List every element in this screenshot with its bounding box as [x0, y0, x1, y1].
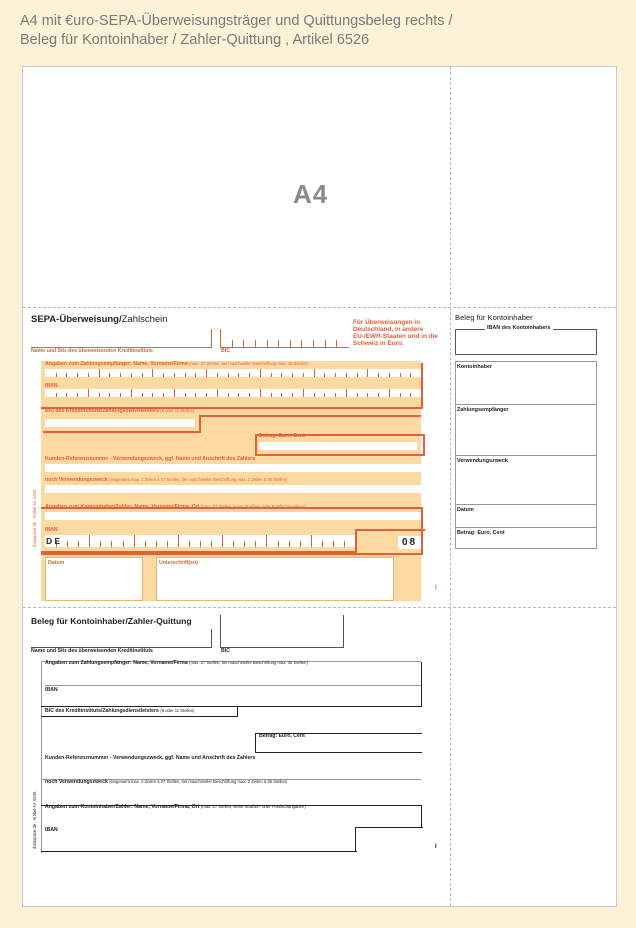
payer-line[interactable]: [45, 512, 421, 520]
grid-tick: [266, 535, 267, 547]
date-label: Datum: [48, 560, 65, 566]
grid-tick: [56, 393, 57, 397]
header-line-2: Beleg für Kontoinhaber / Zahler-Quittung , Artikel 6526: [20, 32, 370, 48]
grid-tick: [243, 340, 244, 347]
payer-label: Angaben zum Kontoinhaber/Zahler: Name, Vorname/Firma, Ort (max. 27 Stellen, keine Straßen- oder Postfachangaben): [45, 504, 306, 510]
quittung-title: Beleg für Kontoinhaber/Zahler-Quittung: [31, 616, 192, 626]
grid-tick: [89, 535, 90, 547]
quittung-amount-label: Betrag: Euro, Cent: [259, 733, 305, 739]
grid-tick: [174, 389, 175, 397]
grid-tick: [185, 393, 186, 397]
reference-line[interactable]: [45, 464, 421, 472]
grid-tick: [200, 541, 201, 547]
grid-tick: [120, 393, 121, 397]
grid-tick: [389, 389, 390, 397]
grid-tick: [271, 373, 272, 377]
quittung-iban2-label: IBAN: [45, 827, 58, 833]
grid-tick: [303, 389, 304, 397]
quittung-payer-label: Angaben zum Kontoinhaber/Zahler: Name, Vorname/Firma, Ort (max. 27 Stellen, keine Straßen- oder Postfachangaben): [45, 804, 306, 810]
grid-tick: [335, 373, 336, 377]
grid-tick: [77, 373, 78, 377]
grid-tick: [324, 393, 325, 397]
quittung-purpose-label: noch Verwendungszweck (insgesamt max. 2 Zeilen à 27 Stellen, bei maschineller Beschriftung max. 2 Zeilen à 35 Stellen): [45, 779, 288, 785]
grid-tick: [367, 393, 368, 397]
grid-tick: [278, 340, 279, 347]
grid-tick: [156, 541, 157, 547]
grid-tick: [410, 393, 411, 397]
grid-tick: [123, 541, 124, 547]
grid-tick: [131, 389, 132, 397]
grid-tick: [163, 393, 164, 397]
bank-name-label: Name und Sitz des überweisenden Kreditinstituts: [31, 348, 153, 354]
grid-tick: [77, 393, 78, 397]
grid-tick: [244, 541, 245, 547]
grid-tick: [195, 393, 196, 397]
signature-label: Unterschrift(en): [159, 560, 198, 566]
reference-label: Kunden-Referenznummer - Verwendungszweck, ggf. Name und Anschrift des Zahlers: [45, 456, 256, 462]
grid-tick: [314, 369, 315, 377]
grid-tick: [67, 541, 68, 547]
amount-label: Betrag: Euro, Cent: [259, 433, 305, 439]
grid-tick: [142, 393, 143, 397]
grid-tick: [99, 393, 100, 397]
receipt-field-purpose: Verwendungszweck: [457, 458, 508, 464]
grid-tick: [66, 373, 67, 377]
article-side-text: dataspace.de · Artikel-Nr. 6526: [32, 489, 37, 547]
bic-label: BIC: [221, 348, 230, 354]
quittung-iban-label: IBAN: [45, 687, 58, 693]
grid-tick: [314, 393, 315, 397]
grid-tick: [174, 373, 175, 377]
payer-iban-ticks: [45, 535, 355, 547]
grid-tick: [313, 340, 314, 347]
grid-tick: [378, 393, 379, 397]
perforation-top: [23, 307, 616, 308]
iban-label: IBAN: [45, 383, 58, 389]
grid-tick: [325, 340, 326, 347]
grid-tick: [303, 373, 304, 377]
grid-tick: [301, 340, 302, 347]
grid-tick: [249, 373, 250, 377]
grid-tick: [289, 541, 290, 547]
grid-tick: [281, 393, 282, 397]
quittung-marker: I: [435, 844, 437, 850]
grid-tick: [233, 541, 234, 547]
grid-tick: [271, 393, 272, 397]
quittung-reference-label: Kunden-Referenznummer - Verwendungszweck, ggf. Name und Anschrift des Zahlers: [45, 755, 256, 761]
grid-tick: [167, 541, 168, 547]
grid-tick: [206, 393, 207, 397]
grid-tick: [178, 535, 179, 547]
grid-tick: [217, 389, 218, 397]
grid-tick: [120, 373, 121, 377]
grid-tick: [217, 373, 218, 377]
grid-tick: [260, 389, 261, 397]
receipt-field-date: Datum: [457, 507, 474, 513]
grid-tick: [109, 393, 110, 397]
grid-tick: [336, 340, 337, 347]
grid-tick: [88, 373, 89, 377]
iban-country-prefix: D E: [46, 536, 61, 546]
grid-tick: [400, 373, 401, 377]
grid-tick: [357, 373, 358, 377]
header-line-1: A4 mit €uro-SEPA-Überweisungsträger und Quittungsbeleg rechts /: [20, 13, 453, 29]
grid-tick: [367, 369, 368, 377]
grid-tick: [249, 393, 250, 397]
grid-tick: [152, 393, 153, 397]
page-header: [20, 12, 620, 50]
grid-tick: [111, 541, 112, 547]
grid-tick: [378, 373, 379, 377]
grid-tick: [145, 541, 146, 547]
receipt-field-amount: Betrag: Euro, Cent: [457, 530, 505, 536]
grid-tick: [100, 541, 101, 547]
iban-ticks: [45, 389, 421, 397]
a4-sheet: [22, 66, 617, 907]
a4-label: A4: [293, 179, 329, 209]
payee-label: Angaben zum Zahlungsempfänger: Name, Vorname/Firma (max. 27 Stellen, bei maschineller Beschriftung max. 35 Stellen): [45, 361, 308, 367]
grid-tick: [255, 541, 256, 547]
quittung-bic-field[interactable]: [220, 615, 344, 648]
grid-tick: [222, 535, 223, 547]
receipt-iban-box[interactable]: [455, 329, 597, 355]
grid-tick: [278, 541, 279, 547]
grid-tick: [78, 541, 79, 547]
grid-tick: [267, 340, 268, 347]
quittung-bank-label: Name und Sitz des überweisenden Kreditinstituts: [31, 648, 153, 654]
transfer-title: SEPA-Überweisung/Zahlschein: [31, 314, 168, 325]
grid-tick: [142, 373, 143, 377]
grid-tick: [400, 393, 401, 397]
receipt-field-payee: Zahlungsempfänger: [457, 407, 509, 413]
receipt-field-account-holder: Kontoinhaber: [457, 364, 493, 370]
eu-note: Für Überweisungen in Deutschland, in andere EU-/EWR-Staaten und in die Schweiz in Euro.: [353, 319, 438, 347]
grid-tick: [211, 541, 212, 547]
bic-institute-label: BIC des Kreditinstituts/Zahlungsdienstleisters (8 oder 11 Stellen): [45, 408, 195, 414]
grid-tick: [357, 393, 358, 397]
grid-tick: [311, 535, 312, 547]
grid-tick: [292, 393, 293, 397]
grid-tick: [260, 369, 261, 377]
purpose-line[interactable]: [45, 485, 421, 493]
grid-tick: [290, 340, 291, 347]
quittung-bic-label: BIC: [221, 648, 230, 654]
iban2-label: IBAN: [45, 527, 58, 533]
grid-tick: [255, 340, 256, 347]
quittung-bic-institute-label: BIC des Kreditinstituts/Zahlungsdienstleisters (8 oder 11 Stellen): [45, 708, 195, 714]
grid-tick: [344, 541, 345, 547]
receipt-iban-label: IBAN des Kontoinhabers: [487, 325, 551, 331]
grid-tick: [228, 393, 229, 397]
payee-ticks: [45, 369, 421, 377]
grid-tick: [238, 373, 239, 377]
grid-tick: [292, 373, 293, 377]
grid-tick: [134, 535, 135, 547]
grid-tick: [88, 389, 89, 397]
transfer-code: 08: [398, 536, 421, 549]
grid-tick: [335, 393, 336, 397]
grid-tick: [189, 541, 190, 547]
grid-tick: [206, 369, 207, 377]
grid-tick: [346, 389, 347, 397]
grid-tick: [228, 373, 229, 377]
grid-tick: [238, 393, 239, 397]
grid-tick: [322, 541, 323, 547]
quittung-bank-field[interactable]: [31, 629, 212, 648]
quittung-side-text: dataspace.de · Artikel-Nr. 6526: [32, 791, 37, 849]
quittung-payee-label: Angaben zum Zahlungsempfänger: Name, Vorname/Firma (max. 27 Stellen, bei maschineller Beschriftung max. 35 Stellen): [45, 660, 308, 666]
vertical-perforation: [450, 67, 451, 906]
grid-tick: [410, 373, 411, 377]
grid-tick: [346, 373, 347, 377]
bank-name-field[interactable]: [31, 329, 212, 348]
grid-tick: [56, 373, 57, 377]
bic-ticks: [220, 329, 348, 347]
grid-tick: [131, 373, 132, 377]
grid-tick: [195, 373, 196, 377]
grid-tick: [152, 369, 153, 377]
grid-tick: [66, 393, 67, 397]
grid-tick: [324, 373, 325, 377]
grid-tick: [185, 373, 186, 377]
form-marker: I: [435, 585, 437, 591]
receipt-side-title: Beleg für Kontoinhaber: [455, 313, 533, 322]
grid-tick: [99, 369, 100, 377]
grid-tick: [232, 340, 233, 347]
grid-tick: [163, 373, 164, 377]
grid-tick: [281, 373, 282, 377]
grid-tick: [109, 373, 110, 377]
grid-tick: [333, 541, 334, 547]
perforation-middle: [23, 607, 616, 608]
purpose-label: noch Verwendungszweck (insgesamt max. 2 Zeilen à 27 Stellen, bei maschineller Beschriftung max. 2 Zeilen à 35 Stellen): [45, 477, 288, 483]
grid-tick: [300, 541, 301, 547]
grid-tick: [389, 373, 390, 377]
